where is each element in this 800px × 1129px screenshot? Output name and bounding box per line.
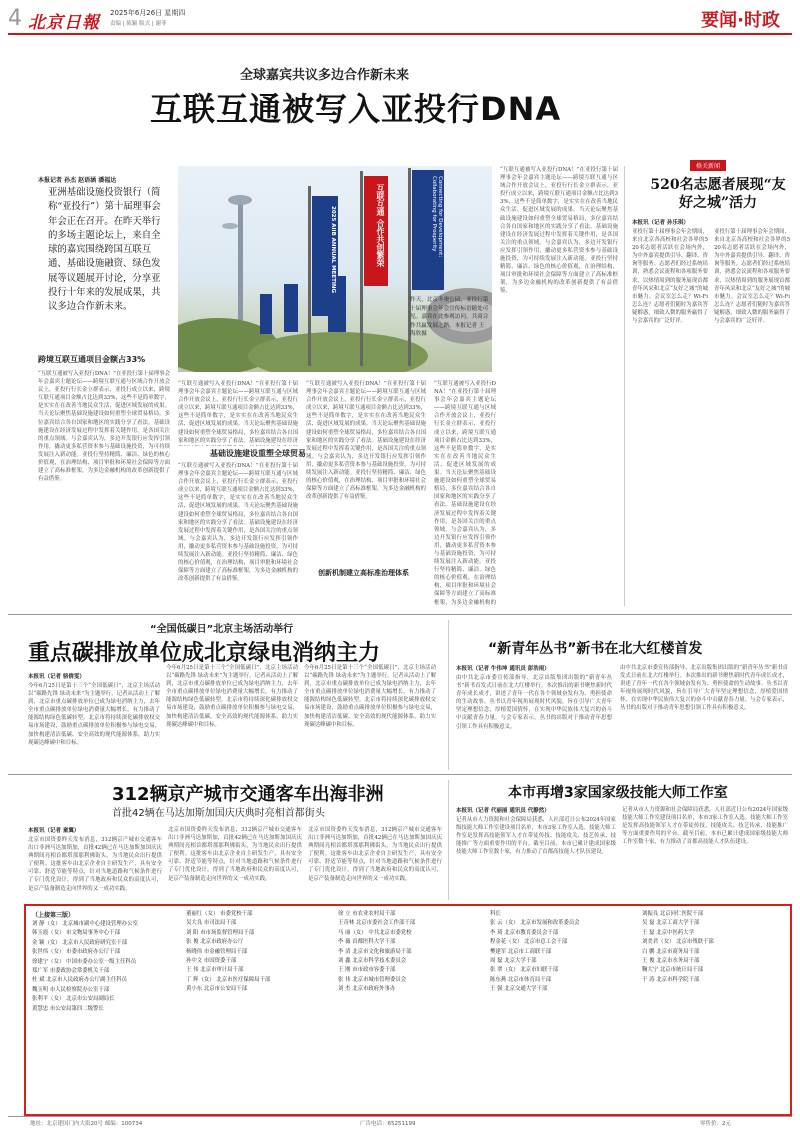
story5-rule [448, 780, 449, 900]
mid-rule [8, 614, 792, 615]
footer-ad-phone: 广告电话：65251199 [360, 1121, 416, 1127]
banner-pole-1 [308, 186, 311, 366]
issue-date: 2025年6月26日 星期四 [110, 9, 186, 17]
name-list-col5 [642, 910, 784, 1108]
story2-kicker: “全国低碳日”北京主场活动举行 [150, 624, 294, 635]
tower-top [228, 195, 252, 205]
name-list-entry: 科长 [490, 911, 501, 917]
story2-body-1: 今年6月25日是第十三个“全国低碳日”，北京主场活动以“碳路先锋 绿动未来”为主题举行。记者从活动上了解到，北京市重点碳排放单位已成为绿电消纳主力，去年全市重点碳排放单位绿电消费量大幅增长，有力推动了能源结构绿色低碳转型。北京市将持续深化碳排放权交易市场建设，鼓励重点碳排放单位积极参与绿电交易，加快构建清洁低碳、安全高效的现代能源体系，助力实现碳达峰碳中和目标。 [28, 683, 160, 746]
story5-byline: 本报讯（记者 代丽丽 通讯员 代静然） [456, 808, 550, 814]
story3-body-1: 由中共北京市委宣传部指导、北京出版集团出版的“新青年丛书”新书首发式日前在北大红楼举行。本次推出的新书聚焦新时代青年成长成才，讲述了青年一代在各个领域奋发有为、勇担使命的生动故事。丛书以青年视角展现时代风貌，旨在引导广大青年坚定理想信念，厚植爱国情怀，在实现中华民族伟大复兴的奋斗中贡献青春力量。与会专家表示，丛书的出版对于推动青年思想引领工作具有积极意义。 [456, 675, 612, 730]
name-list-entry: 王 磊 北京中医药大学 [642, 929, 694, 936]
name-list-entry: 张 翠（女） 北京市妇联干部 [490, 967, 559, 974]
name-list-entry: 韩玉霞（女） 市文物局事务中心干部 [32, 930, 120, 937]
banner-2-text: 互联互通 合作共创繁荣 [376, 184, 385, 267]
story2-headline: 重点碳排放单位成北京绿电消纳主力 [28, 641, 381, 666]
mid-rule-2 [8, 774, 792, 775]
name-list-entry: 吴 磊 北京工商大学干部 [642, 920, 700, 927]
banner-small-2 [284, 284, 298, 332]
name-list-entry: 王 俊 北京市水务局干部 [642, 958, 700, 965]
story4-body-3: 北京市国资委昨天发布消息，312辆京产城市交通客车出口非洲马达加斯加，首批42辆已在马达加斯加国庆庆典期间亮相首都塔那那利佛街头，为当地民众出行提供了便利。这批客车由北京企业自主研发生产，具有安全可靠、舒适节能等特点，针对当地道路和气候条件进行了专门优化设计，得到了当地政府和民众的高度认可，是京产装备制造走向世界的又一成功实践。 [308, 827, 442, 882]
name-list-entry: 李 清 北京市文化和旅游局干部 [338, 948, 412, 955]
name-list-entry: 刘振良 北京同仁医院干部 [642, 911, 704, 917]
name-list-entry: 丁 辉（女） 北京市医疗保障局干部 [186, 976, 271, 983]
sidebar-tag: 格关新闻 [690, 160, 726, 171]
banner-1-text: 2025 AIIB ANNUAL MEETING [330, 206, 336, 294]
section-dot: · [737, 10, 744, 31]
footer-address: 地址：北京建国门内大街20号 邮编：100734 [30, 1121, 143, 1127]
name-list-entry: 刘美君（女） 北京市残联干部 [642, 939, 714, 946]
sidebar-headline: 520名志愿者展现“友好之城”活力 [650, 177, 786, 211]
name-list-entry: 孙中文 市国资委干部 [186, 958, 237, 965]
lead-body-col4: “互联互通被写入亚投行DNA！”在亚投行第十届理事会年会嘉宾主题论坛——跨境互联互通与区域合作开放会议上，亚投行行长金立群表示，亚投行成立以来，跨境互联互通项目金额占比达到33%，这些不是简单数字，是实实在在改善当地民众生活、促进区域发展的成果。当天论坛聚焦基础设施建设如何重塑全球贸易格局，多位嘉宾结合各自国家和地区的实践分享了看法。基础设施建设在经济发展过程中发挥着关键作用，是各国关注的重点领域。与会嘉宾认为，多边开发银行应发挥引领作用，撬动更多私营资本参与基础设施投资，为可持续发展注入新动能。亚投行坚持精简、廉洁、绿色的核心价值观，在治理结构、项目审批和环境社会保障等方面建立了高标准框架，为多边金融机构的 [434, 381, 496, 606]
story5-body-2: 记者从市人力资源和社会保障局获悉，人社部近日公布2024年国家级技能大师工作室建设项目名单，本市3家工作室入选。技能大师工作室是发挥高技能领军人才在带徒传技、技能攻关、技艺传承、技能推广等方面重要作用的平台。截至目前，本市已累计建成国家级技能大师工作室数十家，有力推动了首都高技能人才队伍建设。 [622, 807, 788, 846]
name-list-entry: 王奇林 北京市委社会工作部干部 [338, 920, 416, 927]
name-list-entry: 张 俊 北京市政府办公厅 [186, 939, 244, 946]
name-list-entry: 王 伟 北京市审计局干部 [186, 967, 244, 974]
photo-caption: 昨天，北京冬奥公园，亚投行第十届理事会年会宣传标语随处可见。嘉宾在此参观访问，共商合作共赢发展之路。本报记者 王海欣摄 [410, 297, 489, 337]
name-list-entry: 刘 鑫 北京市科学技术委员会 [338, 958, 407, 965]
name-list-col2 [186, 910, 332, 1108]
story4-body-1: 北京市国资委昨天发布消息，312辆京产城市交通客车出口非洲马达加斯加，首批42辆已在马达加斯加国庆庆典期间亮相首都塔那那利佛街头，为当地民众出行提供了便利。这批客车由北京企业自主研发生产，具有安全可靠、舒适节能等特点，针对当地道路和气候条件进行了专门优化设计，得到了当地政府和民众的高度认可，是京产装备制造走向世界的又一成功实践。 [28, 837, 162, 892]
name-list-entry: 杨晓伟 市金融管理局干部 [186, 948, 248, 955]
name-list-entry: 刘 阳 市市场监督管理局干部 [186, 929, 255, 936]
lead-body-col3: “互联互通被写入亚投行DNA！”在亚投行第十届理事会年会嘉宾主题论坛——跨境互联互通与区域合作开放会议上，亚投行行长金立群表示，亚投行成立以来，跨境互联互通项目金额占比达到33%，这些不是简单数字，是实实在在改善当地民众生活、促进区域发展的成果。当天论坛聚焦基础设施建设如何重塑全球贸易格局，多位嘉宾结合各自国家和地区的实践分享了看法。基础设施建设在经济发展过程中发挥着关键作用，是各国关注的重点领域。与会嘉宾认为，多边开发银行应发挥引领作用，撬动更多私营资本参与基础设施投资，为可持续发展注入新动能。亚投行坚持精简、廉洁、绿色的核心价值观，在治理结构、项目审批和环境社会保障等方面建立了高标准框架，为多边金融机构的改革创新提供了有益借鉴。 [306, 381, 426, 501]
name-list-entry: 董丽红（女） 市委党校干部 [186, 911, 253, 917]
lead-subhead-3: 创新机制建立高标准治理体系 [318, 569, 409, 577]
story3-body-2: 由中共北京市委宣传部指导、北京出版集团出版的“新青年丛书”新书首发式日前在北大红楼举行。本次推出的新书聚焦新时代青年成长成才，讲述了青年一代在各个领域奋发有为、勇担使命的生动故事。丛书以青年视角展现时代风貌，旨在引导广大青年坚定理想信念，厚植爱国情怀，在实现中华民族伟大复兴的奋斗中贡献青春力量。与会专家表示，丛书的出版对于推动青年思想引领工作具有积极意义。 [620, 665, 788, 712]
footer-price: 零售价：2元 [700, 1121, 731, 1127]
name-list-entry: 周 磊 北京大学干部 [490, 958, 537, 965]
name-list-entry: 吴大良 市司法局干部 [186, 920, 237, 927]
name-list-entry: 白 鹏 北京市商务局干部 [642, 948, 700, 955]
name-list-entry: 刘 杰 北京市政府外事办 [338, 986, 396, 993]
name-list-col3 [338, 910, 484, 1108]
story4-headline: 312辆京产城市交通客车出海非洲 [112, 784, 384, 805]
story5-headline: 本市再增3家国家级技能大师工作室 [508, 785, 728, 801]
story4-byline: 本报讯（记者 童翼） [28, 828, 80, 834]
sidebar-byline: 本报讯（记者 孙乐琪） [632, 220, 689, 226]
story4-body-2: 北京市国资委昨天发布消息，312辆京产城市交通客车出口非洲马达加斯加，首批42辆已在马达加斯加国庆庆典期间亮相首都塔那那利佛街头，为当地民众出行提供了便利。这批客车由北京企业自主研发生产，具有安全可靠、舒适节能等特点，针对当地道路和气候条件进行了专门优化设计，得到了当地政府和民众的高度认可，是京产装备制造走向世界的又一成功实践。 [168, 827, 302, 882]
name-list-entry: 郑广军 市委政协会常委机关干部 [32, 968, 110, 975]
sidebar-body-2: 亚投行第十届理事会年会期间，来自北京各高校和社会各界的520名志愿者活跃在会场内外，为中外嘉宾提供引导、翻译、咨询等服务。志愿者们经过系统培训，熟悉会议流程和各项服务要求，以热情周到的服务展现首都青年风采和北京“友好之城”的城市魅力。会议室怎么走？Wi-Fi怎么连？志愿者们随时为嘉宾答疑解惑，细致入微的服务赢得了与会嘉宾的广泛好评。 [714, 229, 790, 325]
banner-small-3 [260, 294, 272, 334]
story3-byline: 本报讯（记者 牛伟坤 通讯员 彭浩雨） [456, 666, 550, 672]
story4-subheadline: 首批42辆在马达加斯加国庆庆典时亮相首都街头 [112, 808, 325, 819]
story2-body-2: 今年6月25日是第十三个“全国低碳日”，北京主场活动以“碳路先锋 绿动未来”为主题举行。记者从活动上了解到，北京市重点碳排放单位已成为绿电消纳主力，去年全市重点碳排放单位绿电消费量大幅增长，有力推动了能源结构绿色低碳转型。北京市将持续深化碳排放权交易市场建设，鼓励重点碳排放单位积极参与绿电交易，加快构建清洁低碳、安全高效的现代能源体系，助力实现碳达峰碳中和目标。 [166, 665, 298, 728]
name-list-entry: 陈东燕 北京市体育局干部 [490, 976, 552, 983]
name-list-entry: 刘 静（女） 北京城市副中心建设管理办公室 [32, 921, 138, 927]
name-list-entry: 魏玉明 市人民检察院办公室干部 [32, 986, 110, 993]
name-list-entry: 张利平（女） 北京市公安局副局长 [32, 996, 115, 1003]
name-list-entry: 张世伟（女） 市委市政府办公厅干部 [32, 949, 120, 956]
name-list-entry: 张 伟 北京市城市管理委员会 [338, 976, 407, 983]
story3-headline: “新青年丛书”新书在北大红楼首发 [488, 641, 703, 657]
lead-byline: 本报记者 孙杰 赵语涵 潘福达 [38, 177, 117, 184]
story2-byline: 本报讯（记者 骆倩雯） [28, 674, 85, 680]
name-list-entry: 李 薇 首都医科大学干部 [338, 939, 396, 946]
name-list-entry: 程金花（女） 北京市总工会干部 [490, 939, 568, 946]
name-list-entry: 鞠大宁 北京市统计局干部 [642, 967, 704, 974]
footer-rule [8, 1116, 792, 1117]
lead-subhead-2: 基础设施建设重塑全球贸易 [210, 449, 306, 458]
story2-body-3: 今年6月25日是第十三个“全国低碳日”，北京主场活动以“碳路先锋 绿动未来”为主题举行。记者从活动上了解到，北京市重点碳排放单位已成为绿电消纳主力，去年全市重点碳排放单位绿电消费量大幅增长，有力推动了能源结构绿色低碳转型。北京市将持续深化碳排放权交易市场建设，鼓励重点碳排放单位积极参与绿电交易，加快构建清洁低碳、安全高效的现代能源体系，助力实现碳达峰碳中和目标。 [304, 665, 436, 728]
name-list-entry: 徐建宁（女） 中国市委办公室一级主任科员 [32, 958, 137, 965]
lead-body-col5: “互联互通被写入亚投行DNA！”在亚投行第十届理事会年会嘉宾主题论坛——跨境互联互通与区域合作开放会议上，亚投行行长金立群表示，亚投行成立以来，跨境互联互通项目金额占比达到33%，这些不是简单数字，是实实在在改善当地民众生活、促进区域发展的成果。当天论坛聚焦基础设施建设如何重塑全球贸易格局，多位嘉宾结合各自国家和地区的实践分享了看法。基础设施建设在经济发展过程中发挥着关键作用，是各国关注的重点领域。与会嘉宾认为，多边开发银行应发挥引领作用，撬动更多私营资本参与基础设施投资，为可持续发展注入新动能。亚投行坚持精简、廉洁、绿色的核心价值观，在治理结构、项目审批和环境社会保障等方面建立了高标准框架，为多边金融机构的改革创新提供了有益借鉴。 [500, 167, 618, 295]
name-list-col4 [490, 910, 636, 1108]
name-list-entry: 黄慧忠 市公安局第四二级警长 [32, 1005, 104, 1012]
page-editors: 责编 | 陈颖 版式 | 谢菲 [110, 21, 167, 27]
name-list-entry: 马 丽（女） 中共北京市委党校 [338, 929, 412, 936]
story3-rule [448, 620, 449, 770]
name-list-entry: 樊建军 北京市工商联干部 [490, 948, 552, 955]
banner-pole-2 [360, 171, 363, 366]
name-list-entry: 王 强 北京交通大学干部 [490, 986, 548, 993]
name-list-entry: 徐 立 市农业农村局干部 [338, 911, 396, 917]
lead-body-col1: “互联互通被写入亚投行DNA！”在亚投行第十届理事会年会嘉宾主题论坛——跨境互联互通与区域合作开放会议上，亚投行行长金立群表示，亚投行成立以来，跨境互联互通项目金额占比达到33%，这些不是简单数字，是实实在在改善当地民众生活、促进区域发展的成果。当天论坛聚焦基础设施建设如何重塑全球贸易格局，多位嘉宾结合各自国家和地区的实践分享了看法。基础设施建设在经济发展过程中发挥着关键作用，是各国关注的重点领域。与会嘉宾认为，多边开发银行应发挥引领作用，撬动更多私营资本参与基础设施投资，为可持续发展注入新动能。亚投行坚持精简、廉洁、绿色的核心价值观，在治理结构、项目审批和环境社会保障等方面建立了高标准框架，为多边金融机构的改革创新提供了有益借鉴。 [38, 371, 170, 483]
sidebar-rule [624, 166, 625, 606]
name-list-entry: 黄小东 北京市公安局干部 [186, 986, 248, 993]
name-list-entry: 金 颖（女） 北京市人民政府研究室干部 [32, 939, 128, 946]
lead-body-col2b: “互联互通被写入亚投行DNA！”在亚投行第十届理事会年会嘉宾主题论坛——跨境互联互通与区域合作开放会议上，亚投行行长金立群表示，亚投行成立以来，跨境互联互通项目金额占比达到33%，这些不是简单数字，是实实在在改善当地民众生活、促进区域发展的成果。当天论坛聚焦基础设施建设如何重塑全球贸易格局，多位嘉宾结合各自国家和地区的实践分享了看法。基础设施建设在经济发展过程中发挥着关键作用，是各国关注的重点领域。与会嘉宾认为，多边开发银行应发挥引领作用，撬动更多私营资本参与基础设施投资，为可持续发展注入新动能。亚投行坚持精简、廉洁、绿色的核心价值观，在治理结构、项目审批和环境社会保障等方面建立了高标准框架，为多边金融机构的改革创新提供了有益借鉴。 [178, 463, 298, 583]
name-list-entry: 于 涛 北京市科学院干部 [642, 976, 700, 983]
name-list-col1 [32, 920, 180, 1108]
banner-3-text: Connecting for Development: Collaborating for Prosperity [431, 176, 443, 258]
lead-headline: 互联互通被写入亚投行DNA [150, 90, 562, 128]
lead-body-col2: “互联互通被写入亚投行DNA！”在亚投行第十届理事会年会嘉宾主题论坛——跨境互联互通与区域合作开放会议上，亚投行行长金立群表示，亚投行成立以来，跨境互联互通项目金额占比达到33%，这些不是简单数字，是实实在在改善当地民众生活、促进区域发展的成果。当天论坛聚焦基础设施建设如何重塑全球贸易格局，多位嘉宾结合各自国家和地区的实践分享了看法。基础设施建设在经济 [178, 381, 298, 444]
lead-lede: 亚洲基础设施投资银行（简称“亚投行”）第十届理事会年会正在召开。在昨天举行的多场主题论坛上，来自全球的嘉宾围绕跨国互联互通、基础设施融资、绿色发展等议题展开讨论，分享亚投行十年来的发展成果，共议多边合作新未来。 [48, 187, 161, 313]
name-list-entry: 张 云（女） 北京市发展和改革委员会 [490, 920, 580, 927]
name-list-title: （上接第三版） [32, 912, 75, 919]
section-label [701, 6, 780, 32]
name-list-entry: 王 刚 市市政市容委干部 [338, 967, 396, 974]
name-list-entry: 杜 斌 北京市人民政府办公厅副主任科员 [32, 977, 128, 984]
page-number: 4 [8, 6, 22, 31]
story5-body-1: 记者从市人力资源和社会保障局获悉，人社部近日公布2024年国家级技能大师工作室建设项目名单，本市3家工作室入选。技能大师工作室是发挥高技能领军人才在带徒传技、技能攻关、技艺传承、技能推广等方面重要作用的平台。截至目前，本市已累计建成国家级技能大师工作室数十家，有力推动了首都高技能人才队伍建设。 [456, 817, 616, 856]
lead-kicker: 全球嘉宾共议多边合作新未来 [240, 68, 410, 83]
header-rule [8, 33, 792, 35]
name-list-entry: 李 琦 北京市教育委员会干部 [490, 929, 559, 936]
tower-pod [222, 223, 238, 229]
sidebar-body-1: 亚投行第十届理事会年会期间，来自北京各高校和社会各界的520名志愿者活跃在会场内外，为中外嘉宾提供引导、翻译、咨询等服务。志愿者们经过系统培训，熟悉会议流程和各项服务要求，以热情周到的服务展现首都青年风采和北京“友好之城”的城市魅力。会议室怎么走？Wi-Fi怎么连？志愿者们随时为嘉宾答疑解惑，细致入微的服务赢得了与会嘉宾的广泛好评。 [632, 229, 708, 325]
masthead-logo: 北京日報 [28, 13, 100, 33]
lead-subhead-1: 跨境互联互通项目金额占33% [38, 355, 146, 364]
sub-section-name: 时政 [744, 10, 780, 31]
section-name: 要闻 [701, 10, 738, 31]
